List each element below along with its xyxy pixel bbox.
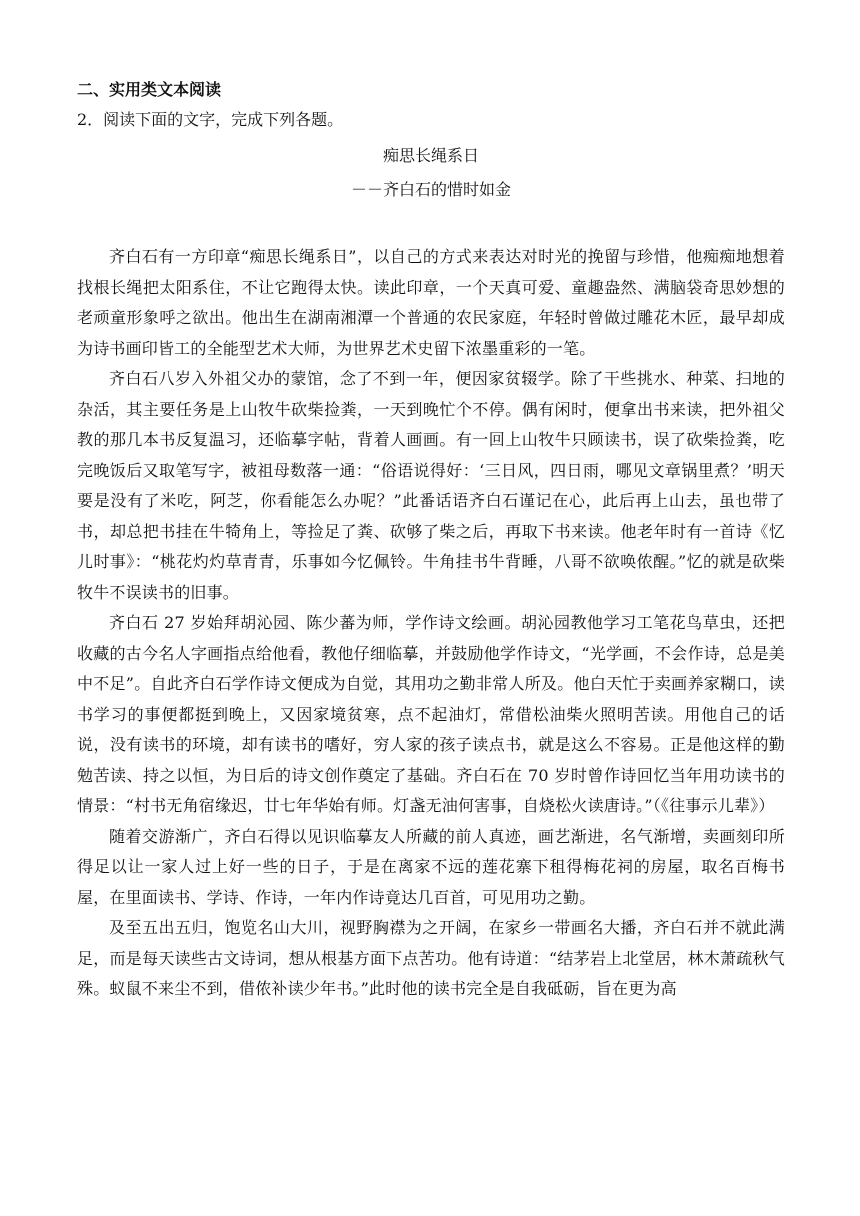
article-subtitle: －－齐白石的惜时如金	[350, 180, 511, 199]
section-heading: 二、实用类文本阅读	[77, 80, 222, 99]
article-paragraph-4: 随着交游渐广，齐白石得以见识临摹友人所藏的前人真迹，画艺渐进，名气渐增，卖画刻印所得足以让一家人过上好一些的日子，于是在离家不远的莲花寨下租得梅花祠的房屋，取名百梅书屋，在里面读书、学诗、作诗，一年内作诗竟达几百首，可见用功之勤。	[77, 826, 785, 907]
article-paragraph-1: 齐白石有一方印章“痴思长绳系日”，以自己的方式来表达对时光的挽留与珍惜，他痴痴地想着找根长绳把太阳系住，不让它跑得太快。读此印章，一个天真可爱、童趣盎然、满脑袋奇思妙想的老顽童形象呼之欲出。他出生在湖南湘潭一个普通的农民家庭，年轻时曾做过雕花木匠，最早却成为诗书画印皆工的全能型艺术大师，为世界艺术史留下浓墨重彩的一笔。	[77, 247, 785, 358]
article-paragraph-2: 齐白石八岁入外祖父办的蒙馆，念了不到一年，便因家贫辍学。除了干些挑水、种菜、扫地的杂活，其主要任务是上山牧牛砍柴捡粪，一天到晚忙个不停。偶有闲时，便拿出书来读，把外祖父教的那几本书反复温习，还临摹字帖，背着人画画。有一回上山牧牛只顾读书，误了砍柴捡粪，吃完晚饭后又取笔写字，被祖母数落一通：“俗语说得好：‘三日风，四日雨，哪见文章锅里煮？’明天要是没有了米吃，阿芝，你看能怎么办呢？”此番话语齐白石谨记在心，此后再上山去，虽也带了书，却总把书挂在牛犄角上，等捡足了粪、砍够了柴之后，再取下书来读。他老年时有一首诗《忆儿时事》：“桃花灼灼草青青，乐事如今忆佩铃。牛角挂书牛背睡，八哥不欲唤侬醒。”忆的就是砍柴牧牛不误读书的旧事。	[77, 369, 785, 602]
document-page	[77, 78, 785, 1005]
question-prompt: 2．阅读下面的文字，完成下列各题。	[77, 110, 344, 129]
article-paragraph-5: 及至五出五归，饱览名山大川，视野胸襟为之开阔，在家乡一带画名大播，齐白石并不就此满足，而是每天读些古文诗词，想从根基方面下点苦功。他有诗道：“结茅岩上北堂居，林木萧疏秋气殊。蚁鼠不来尘不到，借侬补读少年书。”此时他的读书完全是自我砥砺，旨在更为高	[77, 918, 785, 998]
article-title: 痴思长绳系日	[382, 146, 479, 165]
article-paragraph-3: 齐白石 27 岁始拜胡沁园、陈少蕃为师，学作诗文绘画。胡沁园教他学习工笔花鸟草虫，还把收藏的古今名人字画指点给他看，教他仔细临摹，并鼓励他学作诗文，“光学画，不会作诗，总是美中不足”。自此齐白石学作诗文便成为自觉，其用功之勤非常人所及。他白天忙于卖画养家糊口，读书学习的事便都挺到晚上，又因家境贫寒，点不起油灯，常借松油柴火照明苦读。用他自己的话说，没有读书的环境，却有读书的嗜好，穷人家的孩子读点书，就是这么不容易。正是他这样的勤勉苦读、持之以恒，为日后的诗文创作奠定了基础。齐白石在 70 岁时曾作诗回忆当年用功读书的情景：“村书无角宿缘迟，廿七年华始有师。灯盏无油何害事，自烧松火读唐诗。”（《往事示儿辈》）	[77, 613, 785, 815]
